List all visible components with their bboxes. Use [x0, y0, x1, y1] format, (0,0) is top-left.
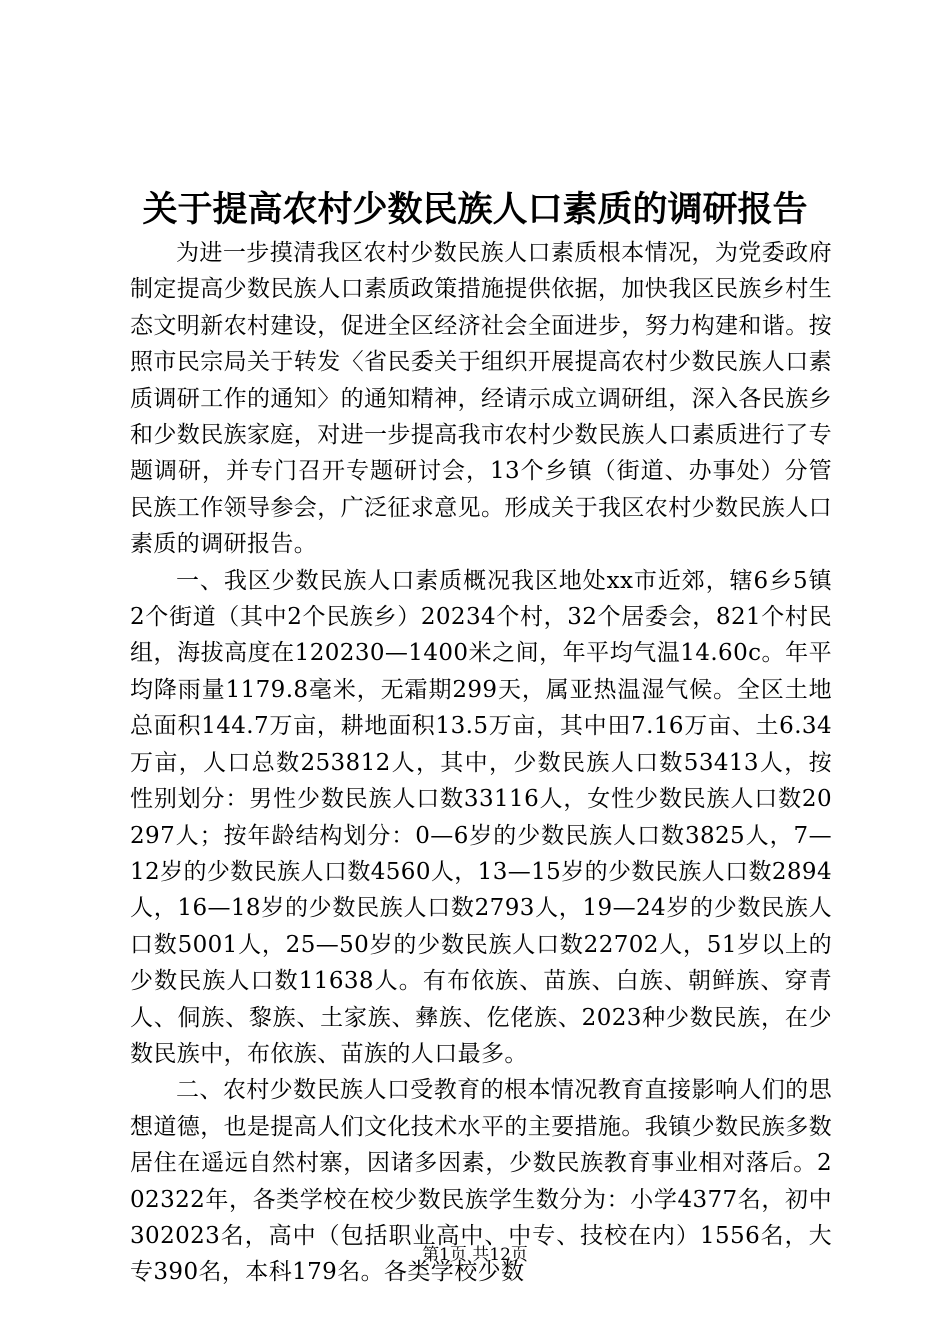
paragraph-section-1: 一、我区少数民族人口素质概况我区地处xx市近郊，辖6乡5镇2个街道（其中2个民族乡）20234个村，32个居委会，821个村民组，海拔高度在120230—1400米之间，年平均气温14.60c。年平均降雨量1179.8毫米，无霜期299天，属亚热温湿气候。全区土地总面积144.7万亩，耕地面积13.5万亩，其中田7.16万亩、土6.34万亩，人口总数253812人，其中，少数民族人口数53413人，按性别划分：男性少数民族人口数33116人，女性少数民族人口数20297人；按年龄结构划分：0—6岁的少数民族人口数3825人，7—12岁的少数民族人口数4560人，13—15岁的少数民族人口数2894人，16—18岁的少数民族人口数2793人，19—24岁的少数民族人口数5001人，25—50岁的少数民族人口数22702人，51岁以上的少数民族人口数11638人。有布依族、苗族、白族、朝鲜族、穿青人、侗族、黎族、土家族、彝族、仡佬族、2023种少数民族，在少数民族中，布依族、苗族的人口最多。 — [130, 567, 832, 1067]
document-body — [130, 235, 832, 1291]
paragraph-intro: 为进一步摸清我区农村少数民族人口素质根本情况，为党委政府制定提高少数民族人口素质政策措施提供依据，加快我区民族乡村生态文明新农村建设，促进全区经济社会全面进步，努力构建和谐。按照市民宗局关于转发〈省民委关于组织开展提高农村少数民族人口素质调研工作的通知〉的通知精神，经请示成立调研组，深入各民族乡和少数民族家庭，对进一步提高我市农村少数民族人口素质进行了专题调研，并专门召开专题研讨会，13个乡镇（街道、办事处）分管民族工作领导参会，广泛征求意见。形成关于我区农村少数民族人口素质的调研报告。 — [130, 240, 832, 558]
page-footer: 第1页 共12页 — [422, 1245, 528, 1265]
paragraph-section-2: 二、农村少数民族人口受教育的根本情况教育直接影响人们的思想道德，也是提高人们文化技术水平的主要措施。我镇少数民族多数居住在遥远自然村寨，因诸多因素，少数民族教育事业相对落后。202322年，各类学校在校少数民族学生数分为：小学4377名，初中302023名，高中（包括职业高中、中专、技校在内）1556名，大专390名，本科179名。各类学校少数 — [130, 1077, 832, 1286]
document-title: 关于提高农村少数民族人口素质的调研报告 — [142, 189, 808, 230]
